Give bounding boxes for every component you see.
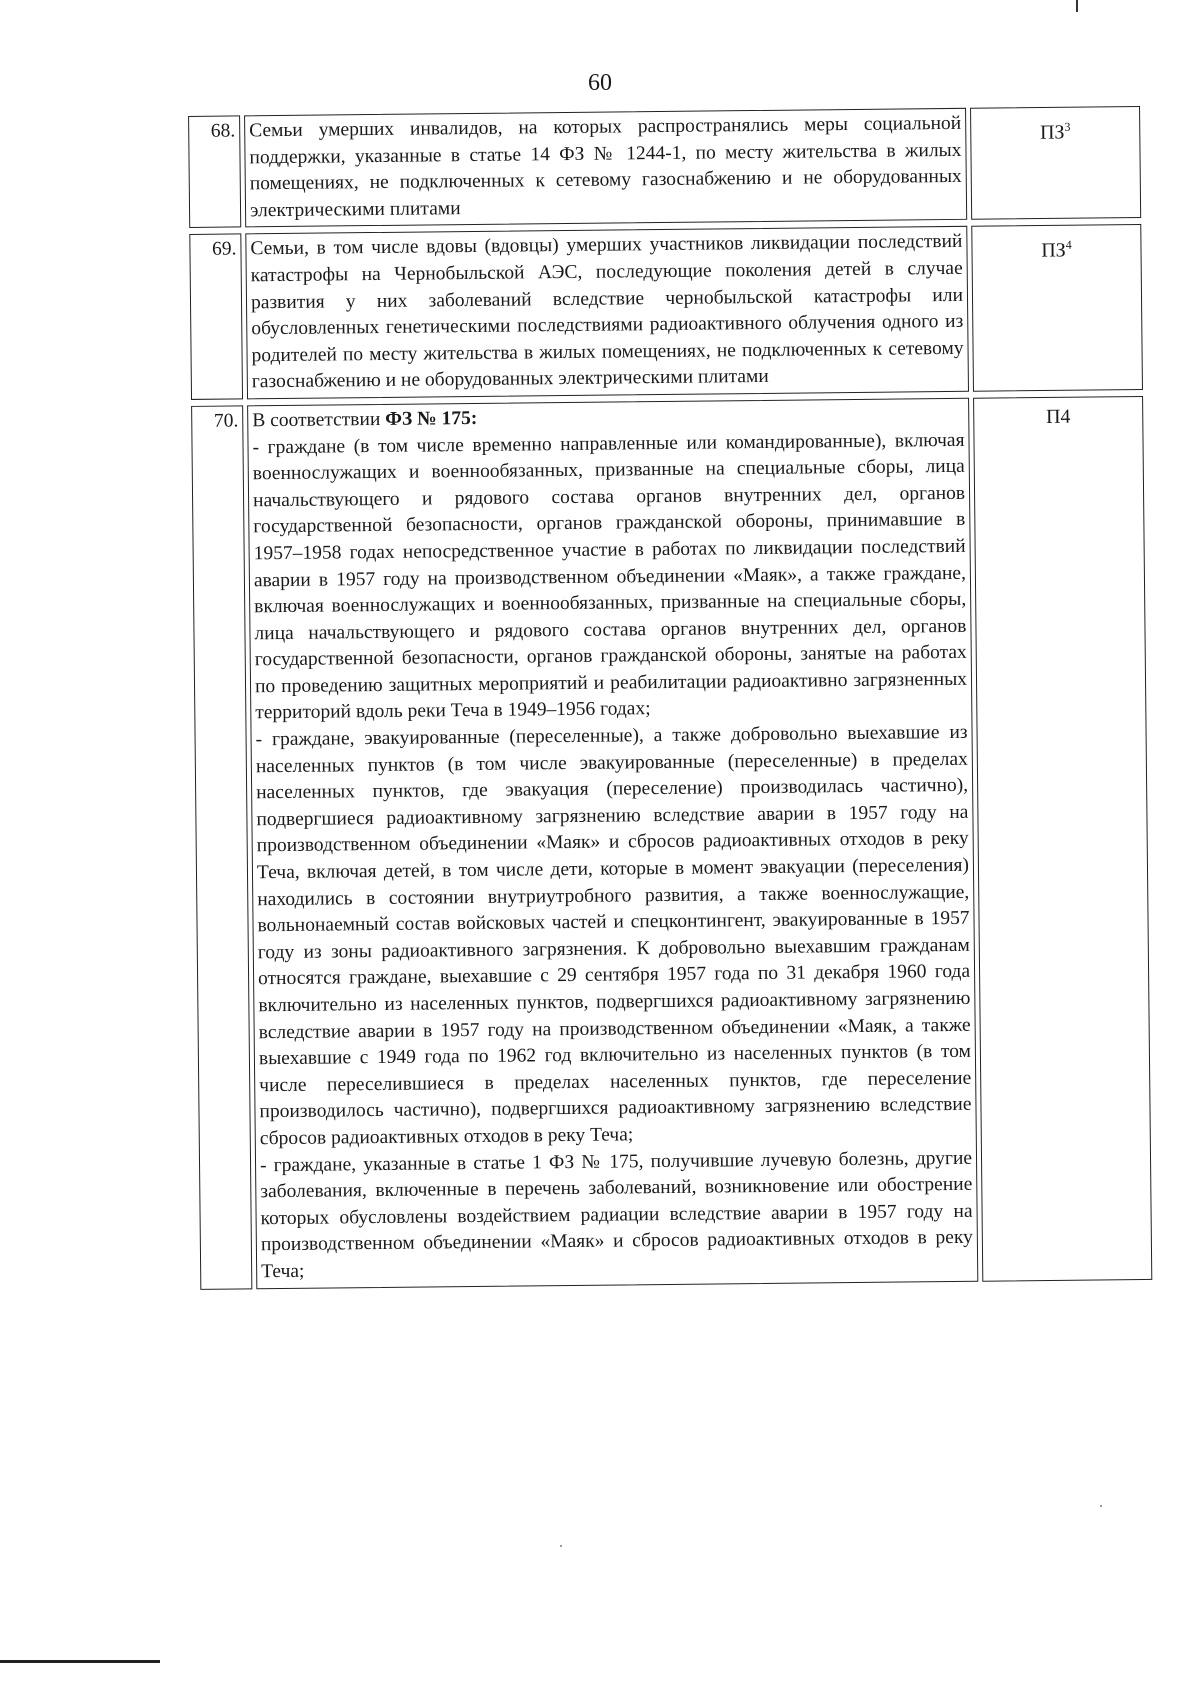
row-number: 70. (191, 405, 252, 1289)
table-row-68 (188, 106, 1141, 228)
code-label: П4 (1045, 405, 1071, 428)
scan-speck (1100, 1505, 1102, 1507)
intro-prefix: В соответствии (252, 408, 386, 432)
list-item: - граждане, указанные в статье 1 ФЗ № 175, получившие лучевую болезнь, другие заболевания, включенные в перечень заболеваний, возникновение или обострение которых обусловлены воздействием радиации вследствие аварии в 1957 году на производственном объединении «Маяк» и сбросов радиоактивных отходов в реку Теча; (259, 1147, 973, 1283)
row-description (247, 398, 978, 1289)
code-superscript: 4 (1065, 238, 1072, 253)
document-body (184, 100, 1156, 1296)
scan-edge-line (0, 1660, 160, 1663)
scan-speck (560, 1545, 562, 1547)
code-superscript: 3 (1064, 119, 1071, 134)
page-number: 60 (588, 70, 612, 96)
row-description: Семьи умерших инвалидов, на которых распространялись меры социальной поддержки, указанные в статье 14 ФЗ № 1244-1, по месту жительства в жилых помещениях, не подключенных к сетевому газоснабжению и не оборудованных электрическими плитами (244, 108, 967, 228)
table-row-70 (191, 396, 1152, 1290)
list-item: - граждане, эвакуированные (переселенные), а также добровольно выехавшие из населенных пунктов (в том числе эвакуированные (переселенные) в пределах населенных пунктов, где эвакуация (переселение) производилась частично), подвергшиеся радиоактивному загрязнению вследствие аварии в 1957 году на производственном объединении «Маяк» и сбросов радиоактивных отходов в реку Теча, включая детей, в том числе дети, которые в момент эвакуации (переселения) находились в состоянии внутриутробного развития, а также военнослужащие, вольнонаемный состав войсковых частей и спецконтингент, эвакуированные в 1957 году из зоны радиоактивного загрязнения. К добровольно выехавшим гражданам относятся граждане, выехавшие с 29 сентября 1957 года по 31 декабря 1960 года включительно из населенных пунктов, подвергшихся радиоактивному загрязнению вследствие аварии в 1957 году на производственном объединении «Маяк, а также выехавшие с 1949 года по 1962 год включительно из населенных пунктов (в том числе переселившиеся в пределах населенных пунктов, где переселение производилось частично), подвергшихся радиоактивному загрязнению вследствие сбросов радиоактивных отходов в реку Теча; (255, 721, 972, 1150)
code-label: ПЗ (1041, 239, 1066, 263)
benefits-table (184, 100, 1156, 1296)
row-code (973, 396, 1152, 1281)
row-number: 68. (188, 115, 241, 228)
scan-top-mark (1076, 0, 1078, 12)
table-row-69 (189, 224, 1143, 400)
row-code (971, 224, 1143, 391)
row-code (970, 106, 1141, 220)
list-item: - граждане (в том числе временно направленные или командированные), включая военнослужащих и военнообязанных, призванные на специальные сборы, лица начальствующего и рядового состава органов внутренних дел, органов государственной безопасности, органов гражданской обороны, принимавшие в 1957–1958 годах непосредственное участие в работах по ликвидации последствий аварии в 1957 году на производственном объединении «Маяк», а также граждане, включая военнослужащих и военнообязанных, призванные на специальные сборы, лица начальствующего и рядового состава органов внутренних дел, органов государственной безопасности, органов гражданской обороны, занятые на работах по проведению защитных мероприятий и реабилитации радиоактивно загрязненных территорий вдоль реки Теча в 1949–1956 годах; (252, 429, 968, 724)
code-label: ПЗ (1039, 121, 1065, 144)
row-description: Семьи, в том числе вдовы (вдовцы) умерших участников ликвидации последствий катастрофы на Чернобыльской АЭС, последующие поколения детей в случае развития у них заболеваний вследствие чернобыльской катастрофы или обусловленных генетическими последствиями радиоактивного облучения одного из родителей по месту жительства в жилых помещениях, не подключенных к сетевому газоснабжению и не оборудованных электрическими плитами (245, 226, 969, 399)
intro-law-reference: ФЗ № 175: (385, 407, 478, 430)
row-number: 69. (189, 234, 243, 400)
